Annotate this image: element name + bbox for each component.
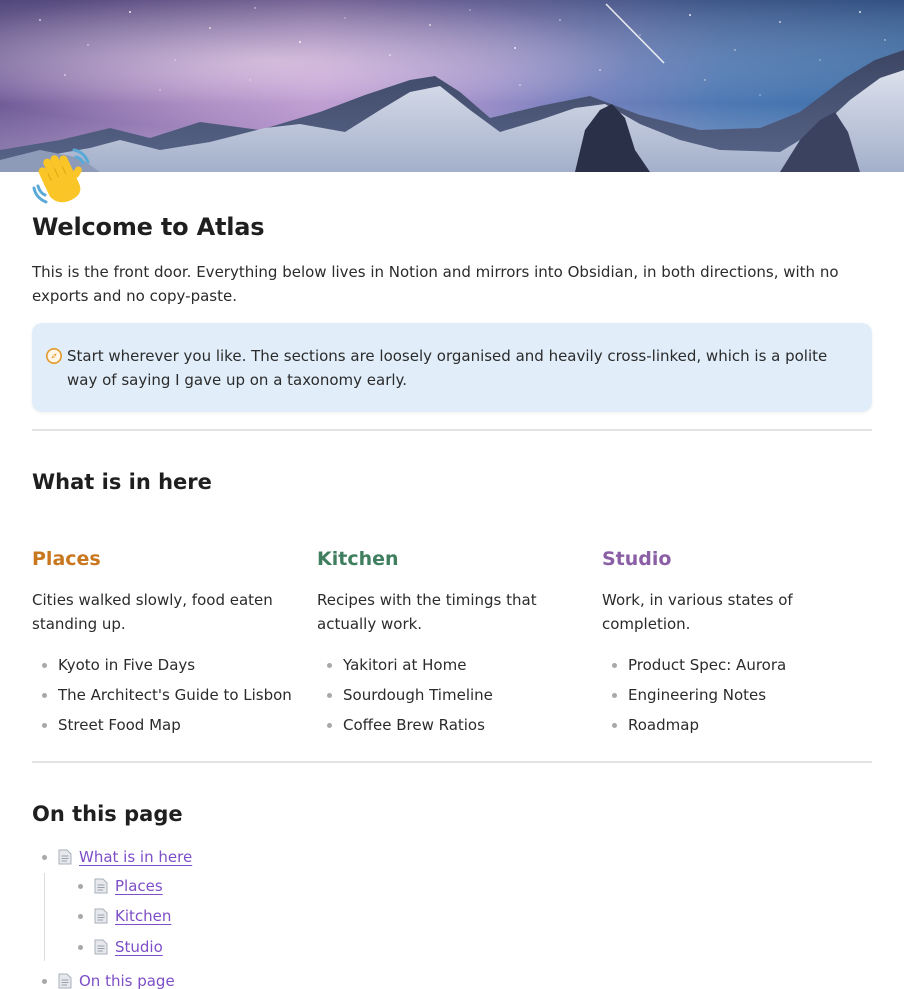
heading-what-is-in-here: What is in here [32, 470, 212, 494]
document-icon [58, 973, 72, 989]
list-item[interactable] [602, 684, 872, 714]
list-item[interactable] [602, 714, 872, 744]
bullet-dot [612, 663, 617, 668]
bullet-dot [78, 945, 83, 950]
compass-icon [45, 347, 63, 365]
toc-link-on-this-page[interactable]: On this page [79, 972, 175, 989]
list-item[interactable] [317, 714, 587, 744]
intro-paragraph: This is the front door. Everything below lives in Notion and mirrors into Obsidian, in both directions, with no exports and no copy-paste. [32, 263, 839, 305]
bullet-dot [327, 693, 332, 698]
toc-link-kitchen[interactable]: Kitchen [115, 907, 172, 925]
column-title: Kitchen [317, 548, 399, 570]
bullet-dot [42, 663, 47, 668]
list-item[interactable] [317, 654, 587, 684]
list-item-label: Coffee Brew Ratios [343, 716, 485, 734]
toc-indent-line [44, 873, 45, 961]
document-icon [94, 939, 108, 955]
bullet-dot [327, 723, 332, 728]
bullet-dot [42, 723, 47, 728]
list-item-label: Roadmap [628, 716, 699, 734]
toc-item [78, 935, 163, 959]
toc-link-places[interactable]: Places [115, 877, 163, 895]
toc-link-what-is-in-here[interactable]: What is in here [79, 848, 193, 866]
list-item-label: Product Spec: Aurora [628, 656, 787, 674]
bullet-dot [42, 979, 47, 984]
heading-on-this-page: On this page [32, 802, 183, 826]
document-icon [58, 849, 72, 865]
list-item-label: Kyoto in Five Days [58, 656, 196, 674]
list-item-label: Yakitori at Home [343, 656, 467, 674]
cover-image [0, 0, 904, 172]
bullet-dot [612, 723, 617, 728]
bullet-dot [42, 855, 47, 860]
toc-item [78, 904, 171, 928]
column-studio [602, 545, 872, 744]
toc-item [42, 845, 192, 869]
divider [32, 429, 872, 431]
document-icon [94, 878, 108, 894]
list-item[interactable] [32, 714, 302, 744]
bullet-dot [78, 914, 83, 919]
toc-item [42, 969, 175, 989]
column-list [602, 654, 872, 744]
waving-hand-icon[interactable] [30, 146, 92, 208]
list-item-label: The Architect's Guide to Lisbon [58, 686, 292, 704]
column-places [32, 545, 302, 744]
toc-item [78, 874, 163, 898]
list-item-label: Engineering Notes [628, 686, 767, 704]
column-list [32, 654, 302, 744]
list-item[interactable] [32, 684, 302, 714]
bullet-dot [78, 884, 83, 889]
divider [32, 761, 872, 763]
page-title: Welcome to Atlas [32, 213, 265, 241]
column-title: Studio [602, 548, 672, 570]
column-description: Recipes with the timings that actually work. [317, 591, 537, 633]
column-list [317, 654, 587, 744]
bullet-dot [612, 693, 617, 698]
bullet-dot [42, 693, 47, 698]
bullet-dot [327, 663, 332, 668]
list-item[interactable] [317, 684, 587, 714]
document-icon [94, 908, 108, 924]
column-description: Work, in various states of completion. [602, 591, 793, 633]
toc-link-studio[interactable]: Studio [115, 938, 163, 956]
cover-mountain-night-sky [0, 0, 904, 172]
column-kitchen [317, 545, 587, 744]
column-title: Places [32, 548, 101, 570]
callout [32, 323, 872, 412]
callout-text: Start wherever you like. The sections are loosely organised and heavily cross-linked, which is a polite way of saying I gave up on a taxonomy early. [67, 347, 828, 389]
column-description: Cities walked slowly, food eaten standing up. [32, 591, 273, 633]
list-item-label: Street Food Map [58, 716, 181, 734]
list-item[interactable] [32, 654, 302, 684]
list-item-label: Sourdough Timeline [343, 686, 493, 704]
list-item[interactable] [602, 654, 872, 684]
